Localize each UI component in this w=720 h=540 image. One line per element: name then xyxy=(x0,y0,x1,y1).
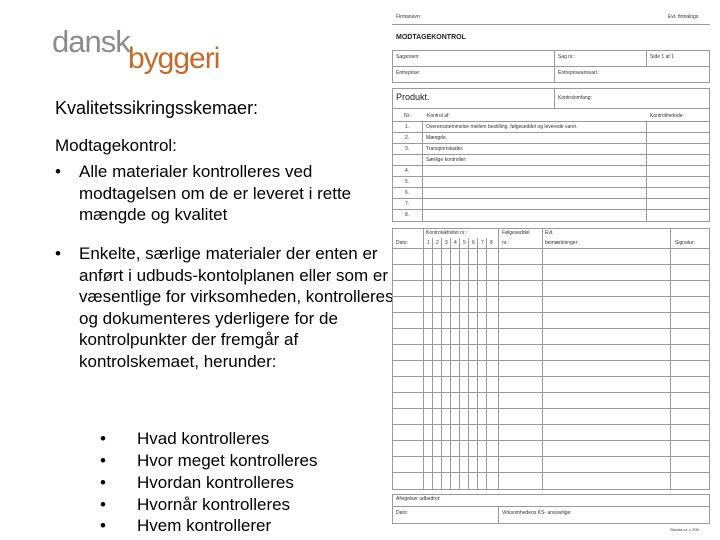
form-page: Side 1 af 1 xyxy=(650,54,674,60)
dansk-byggeri-logo xyxy=(52,24,232,75)
form-case-name: Sagsnavn: xyxy=(396,54,420,60)
form-log-number: 1 xyxy=(427,240,430,246)
form-log-line xyxy=(392,296,710,297)
form-footer-line xyxy=(392,506,710,507)
form-table-line xyxy=(392,121,710,122)
slide-subheading: Modtagekontrol: xyxy=(55,136,177,155)
form-log-signature: Signatur: xyxy=(675,240,696,246)
form-row-text: Mængde. xyxy=(426,135,448,141)
sub-bullet-text: Hvem kontrollerer xyxy=(137,516,272,535)
form-log-line xyxy=(392,392,710,393)
form-table-line xyxy=(392,143,710,144)
form-row-text: Overensstemmelse mellem bestilling, følgeseddel og leverede varer. xyxy=(426,124,578,130)
form-table-line xyxy=(392,154,710,155)
sub-bullet-text: Hvordan kontrolleres xyxy=(137,473,294,492)
form-case-no: Sag nr.: xyxy=(558,54,576,60)
form-log-line xyxy=(670,228,671,490)
sub-bullet-text: Hvornår kontrolleres xyxy=(137,495,291,514)
form-log-line xyxy=(468,238,469,490)
form-scope: Kontrolomfang: xyxy=(558,95,592,101)
form-log-line xyxy=(392,408,710,409)
bullet-text: Alle materialer kontrolleres ved modtagelsen om de er leveret i rette mængde og kvalitet xyxy=(79,162,352,224)
form-info-divider xyxy=(646,50,647,66)
sub-bullet-text: Hvad kontrolleres xyxy=(137,429,270,448)
form-log-number: 2 xyxy=(436,240,439,246)
form-log-line xyxy=(542,228,543,490)
form-row-nr: 4. xyxy=(405,168,410,174)
form-row-nr: 8. xyxy=(405,212,410,218)
form-company-logo: Evt. firmalogo xyxy=(668,14,699,20)
form-row-nr: 3. xyxy=(405,146,410,152)
bullet-text: Enkelte, særlige materialer der enten er anført i udbuds-kontolplanen eller som er væsentlige for virksomheden, kontrolleres og dokumenteres yderligere for de kontrolpunkter der fremgår af kontrolskemaet, herunder: xyxy=(79,244,394,371)
form-table-line xyxy=(392,165,710,166)
form-footer-line xyxy=(498,506,499,524)
form-row-nr: 6. xyxy=(405,190,410,196)
form-row-text: Transportskader. xyxy=(426,146,464,152)
form-col-method: Kontrolmetode: xyxy=(650,113,684,119)
form-row-nr: 2. xyxy=(405,135,410,141)
form-log-number: 7 xyxy=(481,240,484,246)
form-deviations: Afvigelser udbedret: xyxy=(396,496,441,502)
form-table-line xyxy=(646,121,647,222)
form-contract-manager: Entrepriseansvarl.: xyxy=(558,70,600,76)
form-log-line xyxy=(432,238,433,490)
form-row-nr: 1. xyxy=(405,124,410,130)
sub-bullet-text: Hvor meget kontrolleres xyxy=(137,451,318,470)
form-log-line xyxy=(450,238,451,490)
form-table-line xyxy=(392,209,710,210)
form-row-nr: 5. xyxy=(405,179,410,185)
form-info-divider xyxy=(392,66,710,67)
form-table-line xyxy=(392,132,710,133)
bullet-marker: • xyxy=(55,162,61,181)
form-log-line xyxy=(392,280,710,281)
form-info-divider xyxy=(554,50,555,83)
form-log-line xyxy=(441,238,442,490)
form-log-number: 3 xyxy=(445,240,448,246)
form-log-remarks1: Evt. xyxy=(545,230,554,236)
form-title: MODTAGEKONTROL xyxy=(396,34,466,41)
form-log-grid xyxy=(392,228,710,490)
form-log-line xyxy=(392,312,710,313)
form-log-activity: Kontrolaktivitet nr.: xyxy=(426,230,468,236)
form-col-nr: Nr.: xyxy=(404,113,412,119)
form-log-number: 5 xyxy=(463,240,466,246)
form-log-line xyxy=(498,228,499,490)
form-footer-date: Dato: xyxy=(396,510,408,516)
form-log-line xyxy=(477,238,478,490)
form-log-number: 4 xyxy=(454,240,457,246)
form-footer-responsible: Virksomhedens KS- ansvarlige: xyxy=(502,510,572,516)
form-table-line xyxy=(392,108,710,109)
form-log-line xyxy=(392,264,710,265)
form-table-line xyxy=(392,187,710,188)
form-log-line xyxy=(392,424,710,425)
slide-heading: Kvalitetssikringsskemaer: xyxy=(55,98,259,118)
form-log-line xyxy=(392,248,710,249)
form-contract: Entreprise: xyxy=(396,70,421,76)
bullet-marker: • xyxy=(55,244,61,263)
form-row-nr: 7. xyxy=(405,201,410,207)
form-log-line xyxy=(392,328,710,329)
form-table-line xyxy=(392,176,710,177)
logo-part-dansk: dansk xyxy=(52,24,130,59)
form-table-line xyxy=(554,88,555,108)
form-log-line xyxy=(486,238,487,490)
form-log-number: 6 xyxy=(472,240,475,246)
form-log-line xyxy=(423,228,424,490)
form-log-line xyxy=(392,360,710,361)
sub-bullet-marker: • xyxy=(100,473,106,492)
sub-bullet-marker: • xyxy=(100,451,106,470)
form-row-text: Særlige kontroller: xyxy=(426,157,467,163)
form-footer-code: Skema nr. x 200 xyxy=(670,527,699,532)
form-table-line xyxy=(392,198,710,199)
logo-part-byggeri: byggeri xyxy=(128,42,220,75)
form-log-line xyxy=(392,344,710,345)
form-log-number: 8 xyxy=(490,240,493,246)
form-log-line xyxy=(459,238,460,490)
form-log-date: Dato: xyxy=(396,240,408,246)
form-log-line xyxy=(392,456,710,457)
form-product: Produkt. xyxy=(396,92,430,102)
form-log-remarks2: bemærkninger: xyxy=(545,240,579,246)
form-log-line xyxy=(392,472,710,473)
form-log-slip: Følgeseddel xyxy=(502,230,530,236)
form-divider xyxy=(392,24,710,25)
sub-bullet-marker: • xyxy=(100,516,106,535)
form-table-line xyxy=(422,121,423,222)
form-col-control: Kontrol af: xyxy=(427,113,450,119)
form-log-slip-nr: nr.: xyxy=(502,240,509,246)
sub-bullet-marker: • xyxy=(100,429,106,448)
form-log-line xyxy=(392,440,710,441)
form-company-name: Firmanavn: xyxy=(396,14,422,20)
form-log-line xyxy=(392,376,710,377)
modtagekontrol-form xyxy=(392,10,710,536)
sub-bullet-marker: • xyxy=(100,495,106,514)
